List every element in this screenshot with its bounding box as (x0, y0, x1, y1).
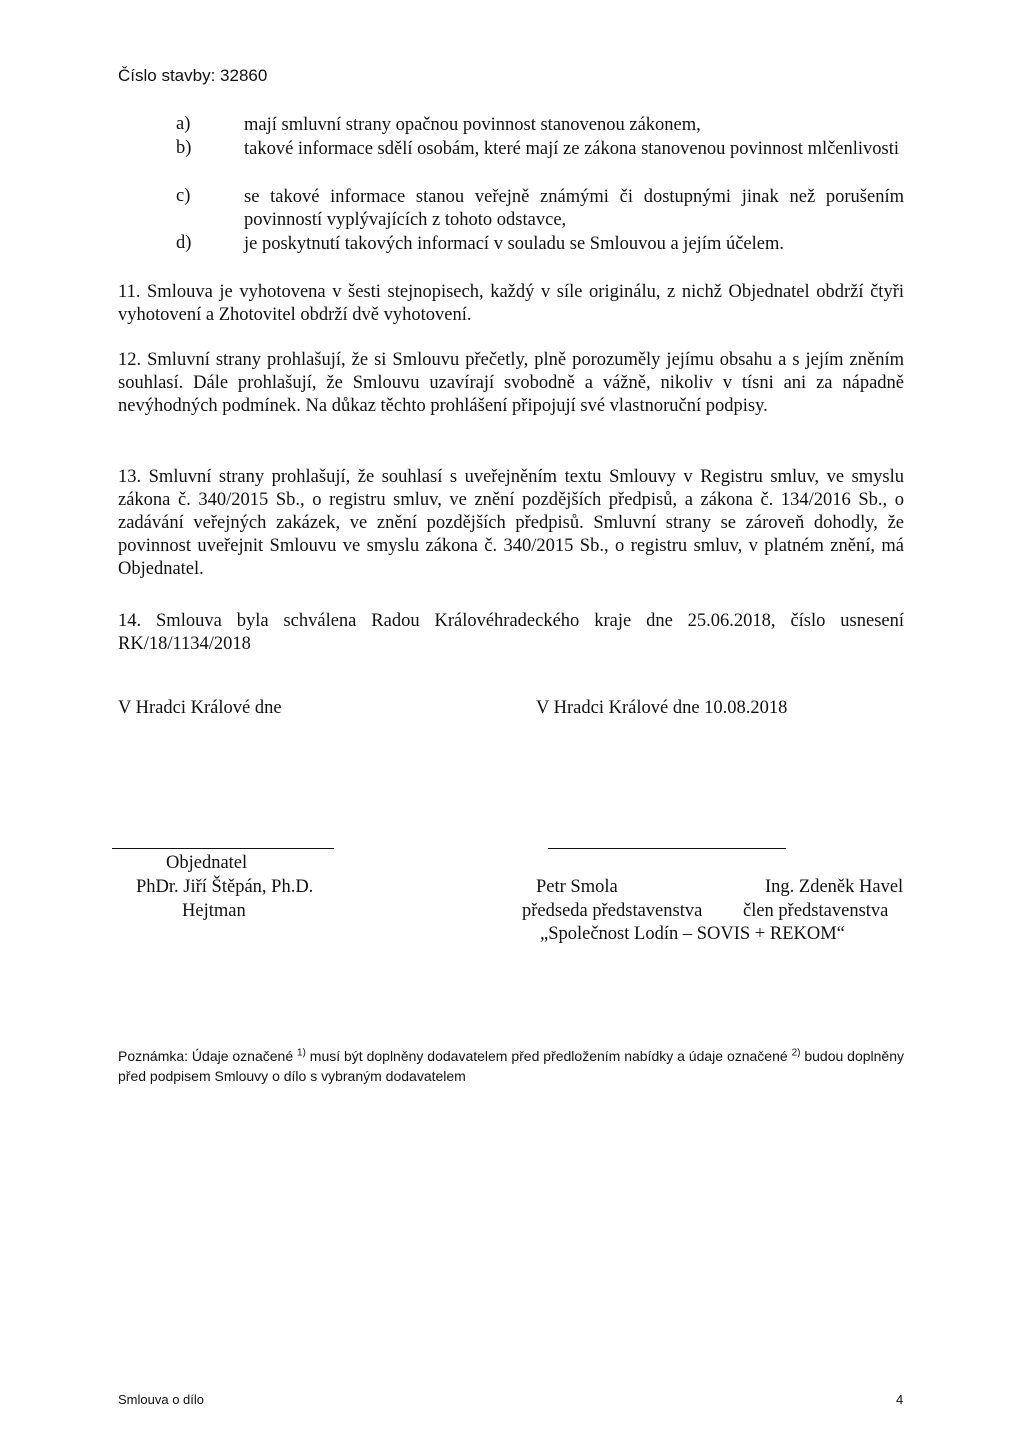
paragraph-11: 11. Smlouva je vyhotovena v šesti stejnopisech, každý v síle originálu, z nichž Objednatel obdrží čtyři vyhotovení a Zhotovitel obdrží dvě vyhotovení. (118, 282, 904, 325)
list-item-c: se takové informace stanou veřejně známými či dostupnými jinak než porušením povinností vyplývajících z tohoto odstavce, (244, 187, 904, 230)
list-item-d: je poskytnutí takových informací v souladu se Smlouvou a jejím účelem. (244, 234, 784, 254)
footer-title: Smlouva o dílo (118, 1392, 204, 1407)
right-name-2: Ing. Zdeněk Havel (765, 877, 904, 897)
right-signature-line (548, 848, 786, 849)
project-number: Číslo stavby: 32860 (118, 66, 268, 85)
right-title-1: předseda představenstva (522, 901, 703, 921)
right-place-date: V Hradci Králové dne 10.08.2018 (536, 698, 788, 718)
footnote-sup-1: 1) (297, 1047, 306, 1059)
footnote-part-1: Poznámka: Údaje označené (118, 1048, 297, 1064)
right-title-2: člen představenstva (743, 901, 889, 921)
left-role: Objednatel (166, 853, 248, 873)
list-letter-d: d) (176, 233, 192, 253)
page-number: 4 (896, 1392, 904, 1407)
left-signature-line (112, 848, 334, 849)
footnote (118, 1046, 904, 1086)
footnote-part-2: musí být doplněny dodavatelem před předložením nabídky a údaje označené (305, 1048, 792, 1064)
list-item-b: takové informace sdělí osobám, které mají ze zákona stanovenou povinnost mlčenlivosti (244, 139, 900, 159)
right-name-1: Petr Smola (536, 877, 618, 897)
list-letter-c: c) (176, 186, 191, 206)
list-item-a: mají smluvní strany opačnou povinnost stanovenou zákonem, (244, 115, 701, 135)
list-letter-b: b) (176, 138, 192, 158)
left-title: Hejtman (182, 901, 246, 921)
left-name: PhDr. Jiří Štěpán, Ph.D. (136, 877, 314, 897)
footnote-part-3: budou doplněny před podpisem Smlouvy o dílo s vybraným dodavatelem (118, 1048, 905, 1084)
paragraph-12: 12. Smluvní strany prohlašují, že si Smlouvu přečetly, plně porozuměly jejímu obsahu a s jejím zněním souhlasí. Dále prohlašují, že Smlouvu uzavírají svobodně a vážně, nikoliv v tísni ani za nápadně nevýhodných podmínek. Na důkaz těchto prohlášení připojují své vlastnoruční podpisy. (118, 350, 904, 416)
footnote-sup-2: 2) (791, 1047, 801, 1059)
paragraph-14: 14. Smlouva byla schválena Radou Královéhradeckého kraje dne 25.06.2018, číslo usnesení RK/18/1134/2018 (118, 611, 904, 654)
left-place-date: V Hradci Králové dne (118, 698, 282, 718)
list-letter-a: a) (176, 114, 191, 134)
right-company: „Společnost Lodín – SOVIS + REKOM“ (540, 924, 845, 944)
paragraph-13: 13. Smluvní strany prohlašují, že souhlasí s uveřejněním textu Smlouvy v Registru smluv, ve smyslu zákona č. 340/2015 Sb., o registru smluv, ve znění pozdějších předpisů, a zákona č. 134/2016 Sb., o zadávání veřejných zakázek, ve znění pozdějších předpisů. Smluvní strany se zároveň dohodly, že povinnost uveřejnit Smlouvu ve smyslu zákona č. 340/2015 Sb., o registru smluv, v platném znění, má Objednatel. (118, 467, 904, 579)
